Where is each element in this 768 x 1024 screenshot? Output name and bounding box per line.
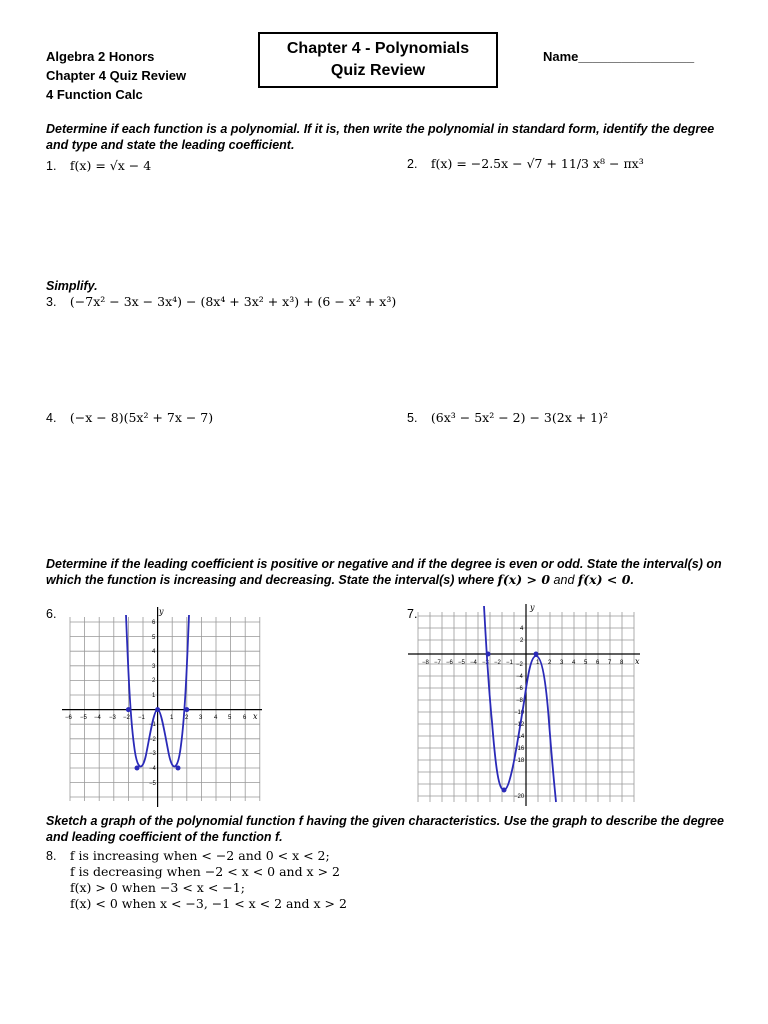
q7-number: 7. — [407, 607, 418, 621]
graph6-xtick: 4 — [214, 715, 218, 721]
and-word: and — [553, 573, 575, 587]
section3-instruction-text: Determine if the leading coefficient is positive or negative and if the degree is even or odd. State the interval(s) on which the function is increasing and decreasing. State the interval(s) where — [46, 557, 722, 587]
graph6-x-ticks — [65, 715, 247, 721]
graph7-point — [486, 652, 491, 657]
graph7-ytick: −8 — [516, 698, 523, 704]
graph6-y-ticks — [149, 620, 157, 787]
course-name: Algebra 2 Honors — [46, 49, 155, 64]
header-block — [46, 47, 186, 104]
graph7-ytick: −4 — [516, 674, 523, 680]
graph7-x-label: x — [635, 657, 640, 666]
question-2 — [407, 156, 644, 172]
graph7-y-label: y — [530, 603, 535, 612]
graph6-xtick: −3 — [109, 715, 116, 721]
graph6-ytick: −3 — [149, 751, 156, 757]
graph7-ytick: −2 — [516, 662, 523, 668]
graph6-xtick: −6 — [65, 715, 72, 721]
graph6-x-label: x — [253, 712, 258, 721]
graph6-point — [155, 707, 160, 712]
question-5 — [407, 410, 608, 426]
graph6-point — [126, 707, 131, 712]
graph7-ytick: −18 — [514, 758, 525, 764]
graph-6 — [60, 605, 264, 810]
graph7-xtick: −4 — [470, 660, 477, 666]
graph6-xtick: 6 — [243, 715, 247, 721]
graph6-ytick: 2 — [152, 678, 156, 684]
graph7-xtick: 6 — [596, 660, 600, 666]
graph6-point — [176, 766, 181, 771]
graph7-ytick: −16 — [514, 746, 525, 752]
graph6-ytick: −4 — [149, 766, 156, 772]
q1-expression: f(x) = √x − 4 — [69, 158, 152, 173]
graph6-point — [135, 766, 140, 771]
graph6-ytick: 6 — [152, 620, 156, 626]
graph6-xtick: −2 — [123, 715, 130, 721]
graph7-xtick: 5 — [584, 660, 588, 666]
graph7-x-ticks — [422, 660, 624, 666]
graph7-ytick: −6 — [516, 686, 523, 692]
cond-positive: f(x) > 0 — [497, 572, 551, 587]
q8-line3: f(x) > 0 when −3 < x < −1; — [70, 880, 245, 895]
graph6-ytick: −1 — [149, 722, 156, 728]
graph7-xtick: 8 — [620, 660, 624, 666]
q4-number: 4. — [46, 411, 57, 425]
q8-line4: f(x) < 0 when x < −3, −1 < x < 2 and x > 2 — [70, 896, 347, 911]
graph7-xtick: 3 — [560, 660, 564, 666]
graph7-xtick: 2 — [548, 660, 552, 666]
graph7-point — [534, 652, 539, 657]
graph7-xtick: −6 — [446, 660, 453, 666]
cond-negative: f(x) < 0 — [577, 572, 631, 587]
graph-7 — [404, 602, 644, 807]
graph7-ytick: −10 — [514, 710, 525, 716]
question-8 — [46, 848, 347, 912]
graph6-ytick: 1 — [152, 693, 156, 699]
question-1 — [46, 158, 151, 174]
q6-number: 6. — [46, 607, 57, 621]
graph7-ytick: −20 — [514, 794, 525, 800]
graph6-xtick: 3 — [199, 715, 203, 721]
graph6-ytick: −2 — [149, 737, 156, 743]
chapter-label: Chapter 4 Quiz Review — [46, 68, 187, 83]
q8-line1: f is increasing when < −2 and 0 < x < 2; — [69, 848, 330, 863]
graph7-ytick: 4 — [520, 626, 524, 632]
q4-expression: (−x − 8)(5x² + 7x − 7) — [69, 410, 214, 425]
graph6-xtick: −4 — [94, 715, 101, 721]
graph6-ytick: 4 — [152, 649, 156, 655]
question-3 — [46, 294, 396, 310]
q8-number: 8. — [46, 849, 57, 863]
section4-instruction: Sketch a graph of the polynomial function f having the given characteristics. Use the graph to describe the degree and leading coefficient of the function f. — [46, 814, 724, 844]
graph7-point — [502, 788, 507, 793]
graph7-ytick: −12 — [514, 722, 525, 728]
graph7-y-ticks — [514, 626, 525, 800]
graph6-ytick: 3 — [152, 664, 156, 670]
graph7-ytick: −14 — [514, 734, 525, 740]
graph6-y-label: y — [159, 607, 164, 616]
simplify-heading: Simplify. — [46, 279, 98, 293]
q5-expression: (6x³ − 5x² − 2) − 3(2x + 1)² — [430, 410, 609, 425]
q2-expression: f(x) = −2.5x − √7 + 11/3 x⁸ − πx³ — [430, 156, 644, 171]
q3-expression: (−7x² − 3x − 3x⁴) − (8x⁴ + 3x² + x³) + (6 − x² + x³) — [69, 294, 397, 309]
graph6-xtick: 5 — [228, 715, 232, 721]
q3-number: 3. — [46, 295, 57, 309]
graph6-ytick: 5 — [152, 635, 156, 641]
graph6-xtick: 2 — [185, 715, 189, 721]
graph6-xtick: −1 — [138, 715, 145, 721]
calc-note: 4 Function Calc — [46, 87, 143, 102]
graph6-ytick: −5 — [149, 781, 156, 787]
section1-instruction: Determine if each function is a polynomial. If it is, then write the polynomial in standard form, identify the degree and type and state the leading coefficient. — [46, 122, 715, 152]
q1-number: 1. — [46, 159, 57, 173]
graph7-curve — [484, 606, 556, 802]
title-line1: Chapter 4 - Polynomials — [286, 40, 470, 57]
graph7-xtick: −1 — [506, 660, 513, 666]
q5-number: 5. — [407, 411, 418, 425]
graph7-xtick: 1 — [536, 660, 540, 666]
graph7-xtick: 4 — [572, 660, 576, 666]
graph7-xtick: −2 — [494, 660, 501, 666]
graph7-xtick: −5 — [458, 660, 465, 666]
graph7-xtick: −3 — [482, 660, 489, 666]
q8-line2: f is decreasing when −2 < x < 0 and x > 2 — [70, 864, 340, 879]
q2-number: 2. — [407, 157, 418, 171]
graph6-xtick: 1 — [170, 715, 174, 721]
graph6-xtick: −5 — [80, 715, 87, 721]
name-field[interactable]: Name________________ — [543, 49, 695, 64]
graph7-xtick: 7 — [608, 660, 612, 666]
graph7-ytick: 2 — [520, 638, 524, 644]
graph6-point — [184, 707, 189, 712]
section3-instruction: Determine if the leading coefficient is positive or negative and if the degree is even or odd. State the interval(s) on which the function is increasing and decreasing. State the interval(s) where f(x) > 0 and f(x) < 0. — [46, 557, 722, 587]
title-line2: Quiz Review — [330, 62, 426, 79]
graph7-xtick: −8 — [422, 660, 429, 666]
title-box — [258, 32, 498, 88]
question-4 — [46, 410, 213, 426]
graph7-xtick: −7 — [434, 660, 441, 666]
